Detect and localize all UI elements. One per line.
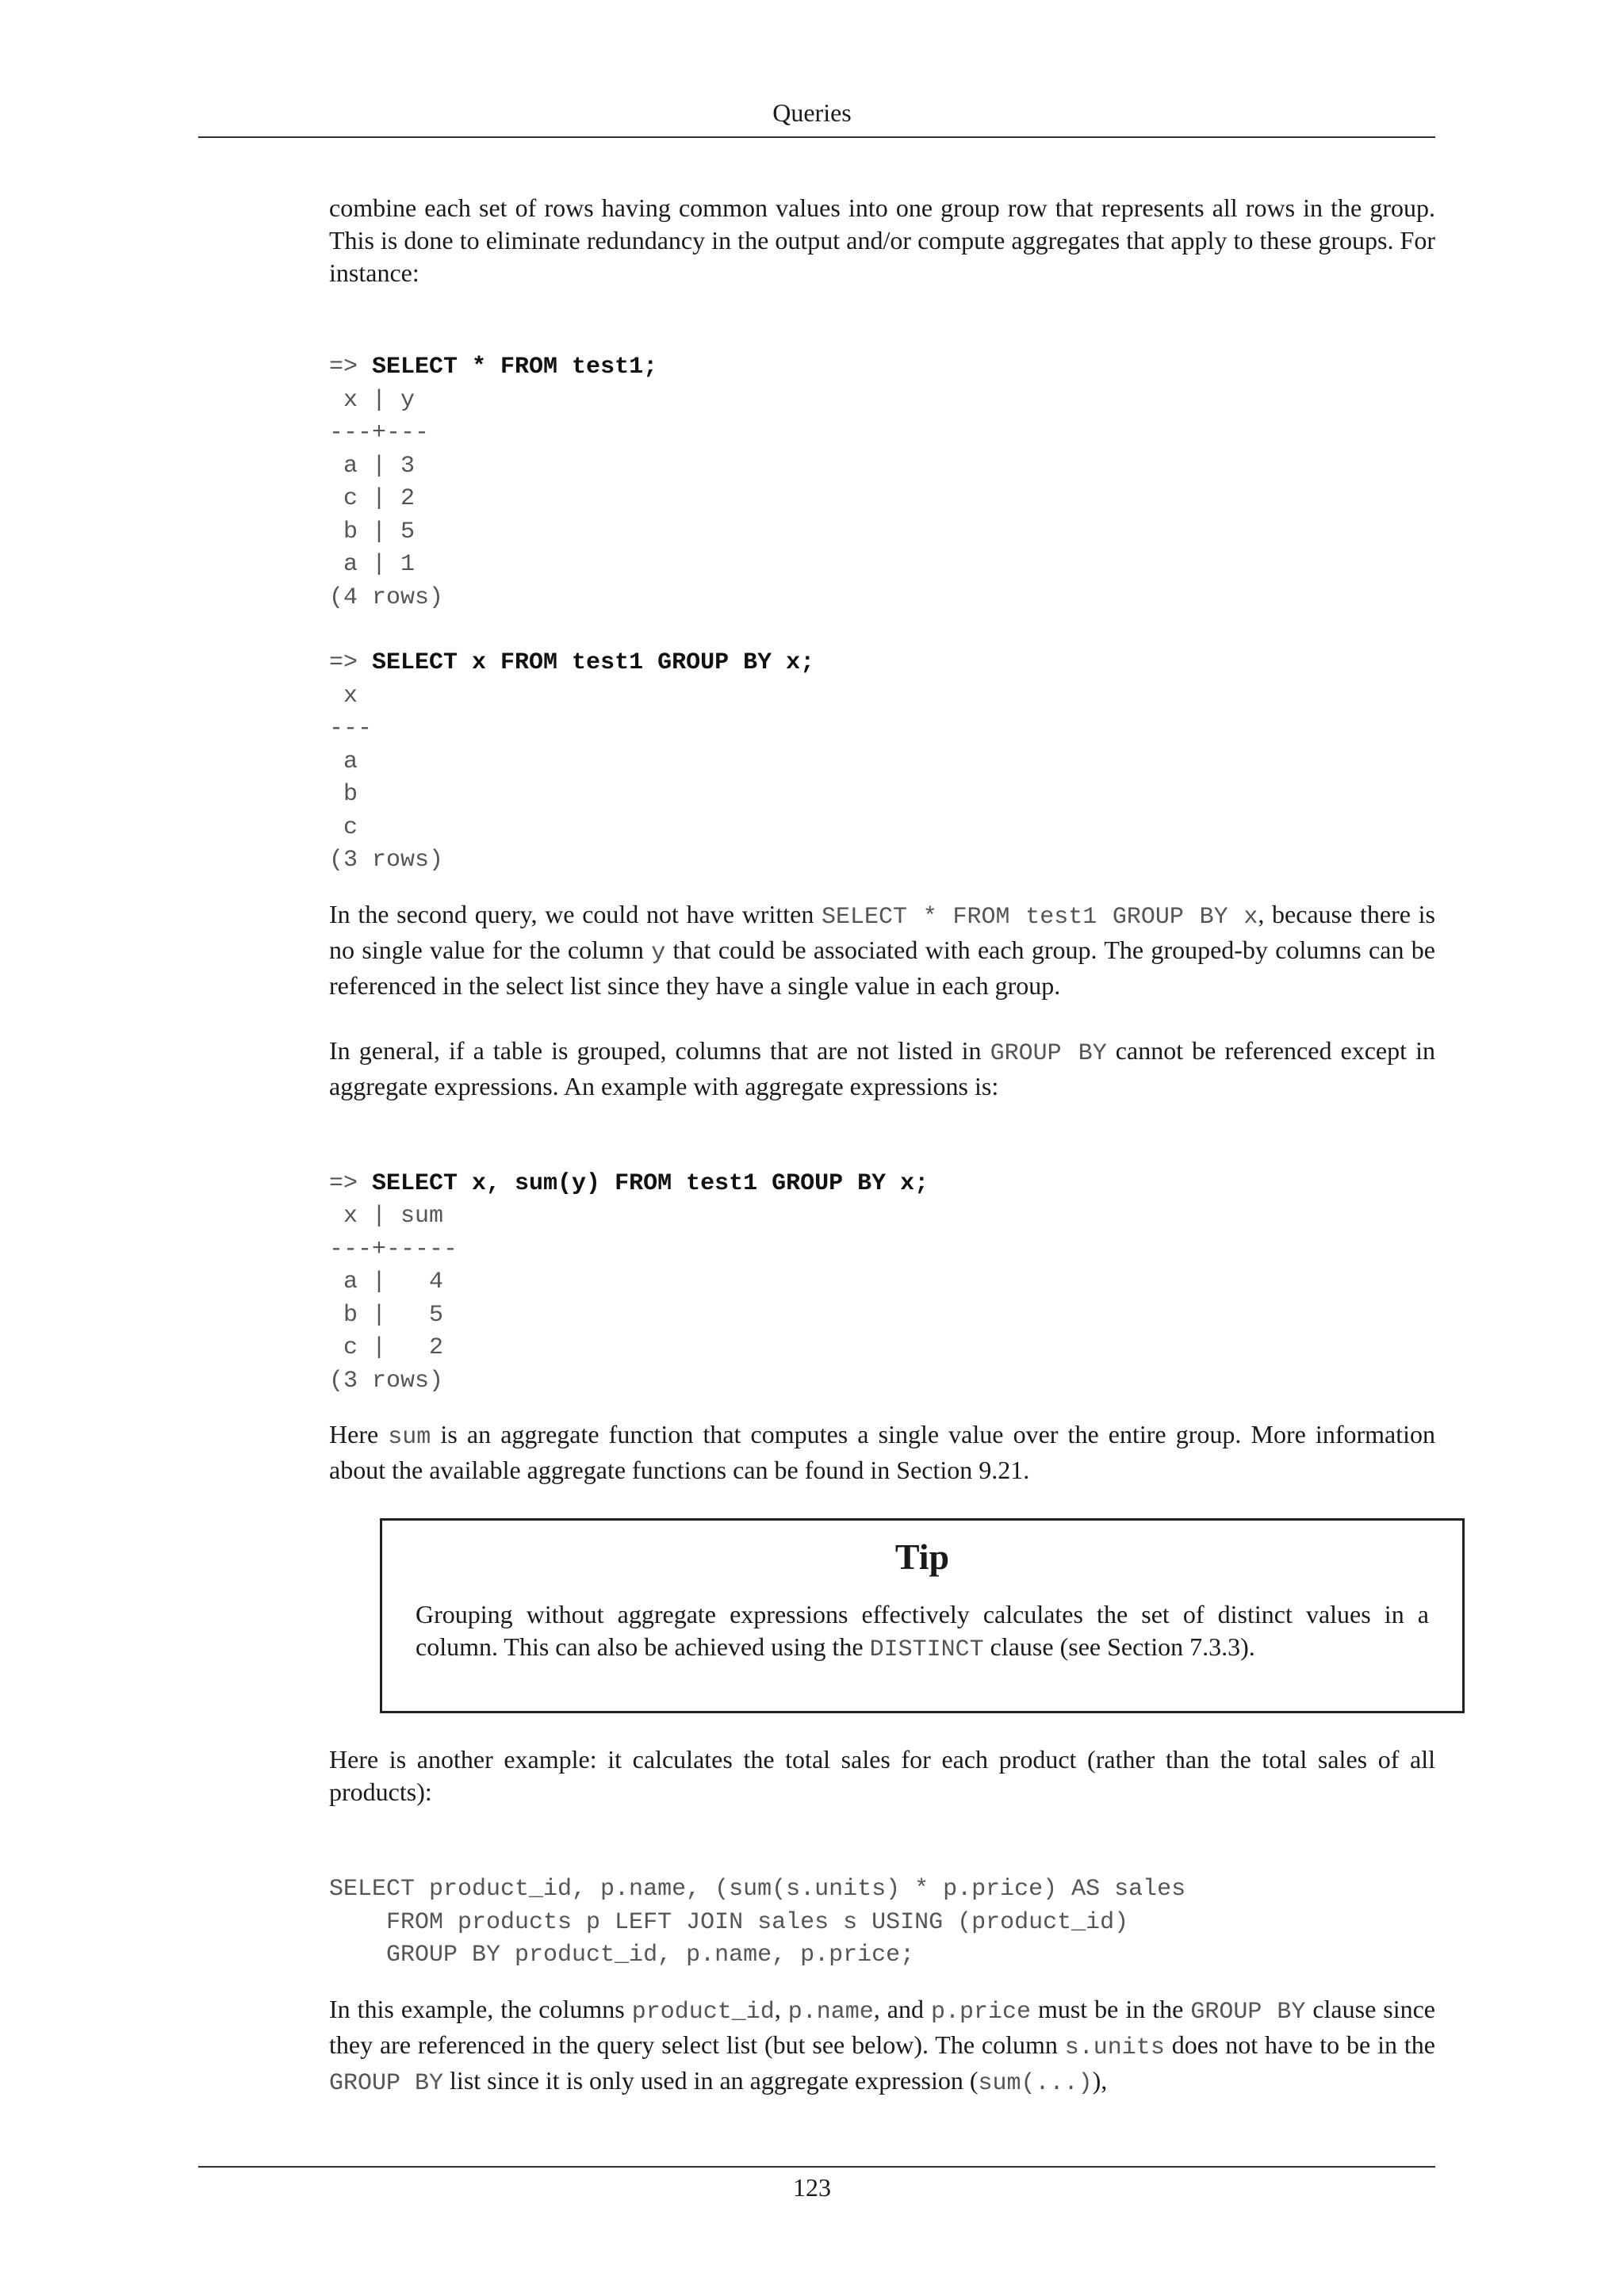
code-block-aggregate: => SELECT x, sum(y) FROM test1 GROUP BY x; x | sum ---+----- a | 4 b | 5 c | 2 (3 rows): [329, 1169, 929, 1395]
paragraph-second-query: In the second query, we could not have written SELECT * FROM test1 GROUP BY x, because there is no single value for the column y that could be associated with each group. The grouped-by columns can be referenced in the select list since they have a single value in each group.: [329, 899, 1436, 1000]
tip-text: Grouping without aggregate expressions effectively calculates the set of distinct values in a column. This can also be achieved using the DISTINCT clause (see Section 7.3.3).: [416, 1600, 1429, 1663]
paragraph-columns-explanation: In this example, the columns product_id, p.name, and p.price must be in the GROUP BY clause since they are referenced in the query select list (but see below). The column s.units does not have to be in the GROUP BY list since it is only used in an aggregate expression (sum(...)),: [329, 1994, 1436, 2097]
code-block-group-by: => SELECT x FROM test1 GROUP BY x; x --- a b c (3 rows): [329, 649, 815, 874]
paragraph-intro: combine each set of rows having common values into one group row that represents all rows in the group. This is done to eliminate redundancy in the output and/or compute aggregates that apply to these groups. For instance:: [329, 193, 1435, 287]
paragraph-another-example: Here is another example: it calculates the total sales for each product (rather than the total sales of all products):: [329, 1745, 1435, 1806]
code-block-sales-query: SELECT product_id, p.name, (sum(s.units) * p.price) AS sales FROM products p LEFT JOIN sales s USING (product_id) GROUP BY product_id, p.name, p.price;: [329, 1876, 1186, 1969]
page-number: 123: [793, 2173, 831, 2202]
tip-box: [380, 1518, 1465, 1713]
paragraph-sum-function: Here sum is an aggregate function that computes a single value over the entire group. More information about the available aggregate functions can be found in Section 9.21.: [329, 1420, 1436, 1484]
code-block-select-all: => SELECT * FROM test1; x | y ---+--- a | 3 c | 2 b | 5 a | 1 (4 rows): [329, 354, 658, 611]
page-body: [329, 192, 1435, 2100]
paragraph-general-grouping: In general, if a table is grouped, columns that are not listed in GROUP BY cannot be referenced except in aggregate expressions. An example with aggregate expressions is:: [329, 1035, 1436, 1100]
tip-title: Tip: [894, 1536, 950, 1577]
page-header-title: Queries: [772, 98, 852, 127]
footer-rule: [198, 2166, 1435, 2168]
header-rule: [198, 136, 1435, 138]
